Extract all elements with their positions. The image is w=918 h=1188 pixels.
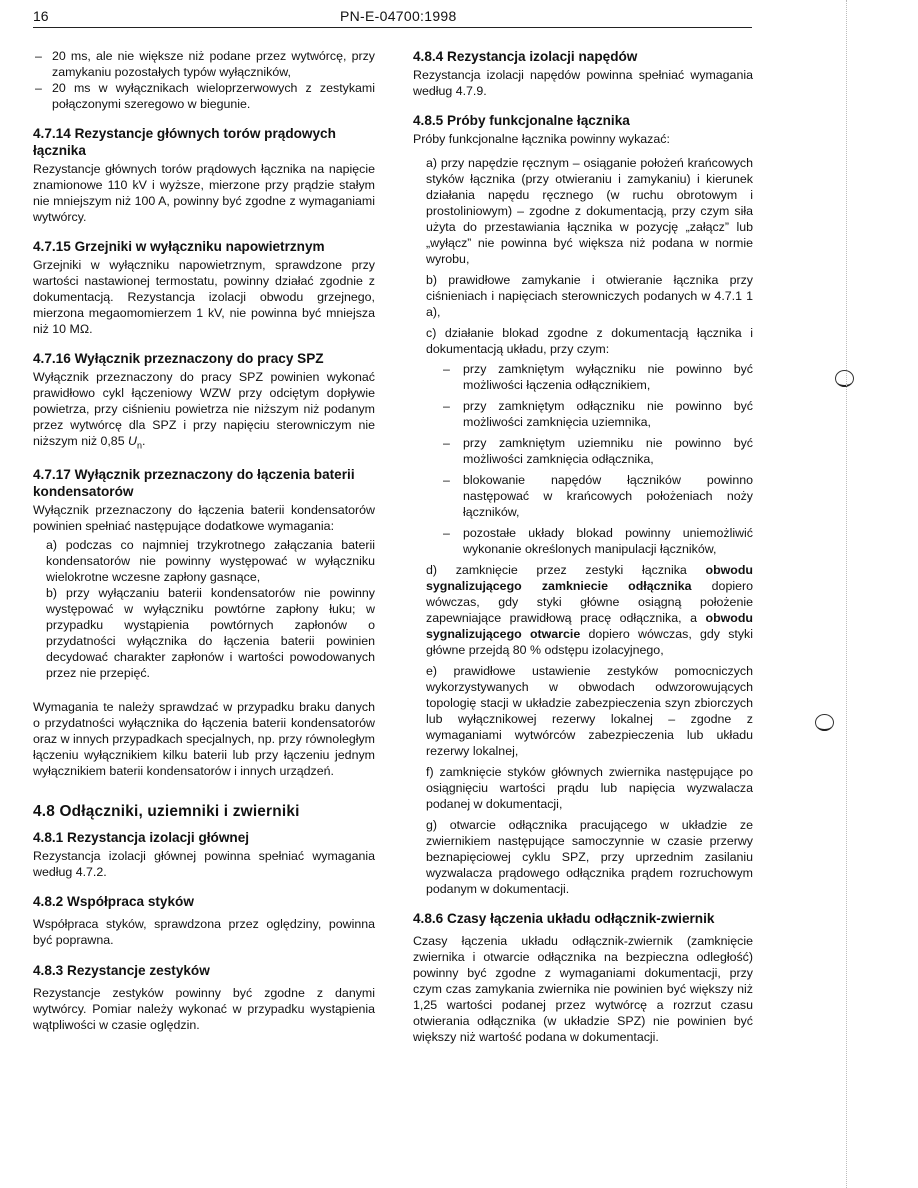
section-intro-4-7-17: Wyłącznik przeznaczony do łączenia baterii kondensatorów powinien spełniać następujące dodatkowe wymagania:	[33, 503, 375, 534]
header-rule	[33, 27, 752, 28]
item-b-4-7-17: b) przy wyłączaniu baterii kondensatorów nie powinny występować w wyłączniku powtórne zapłony łuku; w przypadku wystąpienia powtórnych zapłonów o przydatności wyłącznika do łączenia baterii powinien decydować charakter zapłonów i wartości powodowanych przez nie przepięć.	[46, 586, 375, 681]
item-g-4-8-5: g) otwarcie odłącznika pracującego w układzie ze zwiernikiem następujące samoczynnie w czasie przerwy beznapięciowej cyklu SPZ, przy uprzednim zasilaniu wyzwalacza prądowego odłącznika prądem rozruchowym podanym w dokumentacji.	[426, 818, 753, 896]
scan-edge	[846, 0, 847, 1188]
text-run-bold: obwodu sygnalizującego zamkniecie odłącznika	[426, 563, 753, 593]
standard-code: PN-E-04700:1998	[340, 8, 457, 24]
section-heading-4-8: 4.8 Odłączniki, uziemniki i zwierniki	[33, 803, 300, 821]
section-heading-4-8-4: 4.8.4 Rezystancja izolacji napędów	[413, 49, 638, 64]
list-item: – blokowanie napędów łączników powinno następować w krańcowych położeniach noży łączników,	[413, 472, 753, 520]
item-f-4-8-5: f) zamknięcie styków głównych zwiernika następujące po osiągnięciu wartości prądu lub napięcia wyzwalacza podanej w dokumentacji,	[426, 765, 753, 811]
list-item: – 20 ms, ale nie większe niż podane przez wytwórcę, przy zamykaniu pozostałych typów wyłączników,	[33, 48, 375, 80]
section-heading-4-8-1: 4.8.1 Rezystancja izolacji głównej	[33, 830, 250, 846]
item-c-4-8-5: c) działanie blokad zgodne z dokumentacją łącznika i dokumentacją układu, przy czym:	[426, 326, 753, 356]
section-text-4-8-1: Rezystancja izolacji głównej powinna spełniać wymagania według 4.7.2.	[33, 849, 375, 880]
text-run: dopiero wówczas, gdy styki główne osiągną położenie zapewniające prawidłową pracę odłącznika, a	[426, 579, 753, 625]
list-item: – przy zamkniętym wyłączniku nie powinno być możliwości łączenia odłącznikiem,	[413, 361, 753, 393]
list-item: – 20 ms w wyłącznikach wieloprzerwowych z zestykami połączonymi szeregowo w biegunie.	[33, 80, 375, 112]
item-b-4-8-5: b) prawidłowe zamykanie i otwieranie łącznika przy ciśnieniach i napięciach sterowniczych podanych w 4.7.1 1 a),	[426, 273, 753, 319]
section-text-4-8-2: Współpraca styków, sprawdzona przez oględziny, powinna być poprawna.	[33, 917, 375, 948]
section-text-4-8-4: Rezystancja izolacji napędów powinna spełniać wymagania według 4.7.9.	[413, 68, 753, 98]
section-text-4-8-3: Rezystancje zestyków powinny być zgodne z danymi wytwórcy. Pomiar należy wykonać w przypadku wystąpienia wątpliwości w czasie oględzin.	[33, 986, 375, 1033]
left-column	[33, 48, 375, 1033]
closing-text-4-7-17: Wymagania te należy sprawdzać w przypadku braku danych o przydatności wyłącznika do łączenia baterii kondensatorów oraz w innych przypadkach specjalnych, np. przy równoległym łączeniu wyłącznikiem kilku baterii lub przy łączeniu jednym wyłącznikiem baterii kondensatorów i innych urządzeń.	[33, 700, 375, 779]
section-heading-4-7-14: 4.7.14 Rezystancje głównych torów prądowych łącznika	[33, 126, 336, 158]
section-heading-4-7-16: 4.7.16 Wyłącznik przeznaczony do pracy SPZ	[33, 351, 324, 366]
blockade-list	[413, 361, 753, 557]
text-run-bold: obwodu sygnalizującego otwarcie	[426, 611, 753, 641]
item-a-4-8-5: a) przy napędzie ręcznym – osiąganie położeń krańcowych styków łącznika (przy otwieraniu i zamykaniu) i kierunek działania napędu ręcznego (w ruchu obrotowym i prostoliniowym) – zgodne z dokumentacją, przy czym siła użyta do przestawiania łącznika w pozycję „załącz” lub „wyłącz” nie powinna być większa niż podana w normie wyrobu,	[426, 156, 753, 266]
punch-hole-icon	[815, 714, 834, 731]
list-item: – przy zamkniętym odłączniku nie powinno być możliwości zamknięcia uziemnika,	[413, 398, 753, 430]
text-run: .	[142, 434, 146, 448]
section-text-4-7-16	[33, 369, 375, 453]
list-item: – przy zamkniętym uziemniku nie powinno być możliwości zamknięcia odłącznika,	[413, 435, 753, 467]
section-heading-4-7-15: 4.7.15 Grzejniki w wyłączniku napowietrznym	[33, 239, 325, 254]
text-run: Wyłącznik przeznaczony do pracy SPZ powinien wykonać prawidłowo cykl łączeniowy WZW przy odciętym dopływie powietrza, przy ciśnieniu powietrza nie niższym niż podanym przez wytwórcę dla SPZ i przy napięciu sterowniczym nie niższym niż 0,85	[33, 370, 375, 448]
item-d-4-8-5	[413, 562, 753, 658]
section-heading-4-8-6: 4.8.6 Czasy łączenia układu odłącznik-zwiernik	[413, 911, 715, 926]
text-run: d) zamknięcie przez zestyki łącznika	[426, 563, 687, 577]
un-symbol: U	[128, 434, 137, 448]
intro-list	[33, 48, 375, 112]
un-subscript: n	[137, 440, 143, 451]
section-heading-4-8-2: 4.8.2 Współpraca styków	[33, 894, 194, 910]
list-item: – pozostałe układy blokad powinny uniemożliwić wykonanie określonych manipulacji łączników,	[413, 525, 753, 557]
right-column	[413, 48, 753, 1045]
section-heading-4-7-17: 4.7.17 Wyłącznik przeznaczony do łączenia baterii kondensatorów	[33, 467, 355, 500]
item-a-4-7-17: a) podczas co najmniej trzykrotnego załączania baterii kondensatorów nie powinny występować w wyłączniku wielokrotne wczesne zapłony gasnące,	[46, 538, 375, 585]
section-text-4-7-14: Rezystancje głównych torów prądowych łącznika na napięcie znamionowe 110 kV i wyższe, mierzone przy prądzie stałym nie mniejszym niż 100 A, powinny być zgodne z wymaganiami wytwórcy.	[33, 162, 375, 224]
page-number: 16	[33, 8, 49, 24]
section-heading-4-8-5: 4.8.5 Próby funkcjonalne łącznika	[413, 113, 630, 128]
text-run: dopiero wówczas, gdy styki główne przejdą 80 % odstępu izolacyjnego,	[426, 627, 753, 657]
section-intro-4-8-5: Próby funkcjonalne łącznika powinny wykazać:	[413, 132, 670, 146]
section-heading-4-8-3: 4.8.3 Rezystancje zestyków	[33, 963, 210, 979]
section-text-4-7-15: Grzejniki w wyłączniku napowietrznym, sprawdzone przy wartości nastawionej termostatu, powinny działać zgodnie z dokumentacją. Rezystancja izolacji obwodu grzejnego, mierzona megaomomierzem 1 kV, nie powinna być mniejsza niż 10 MΩ.	[33, 258, 375, 336]
punch-hole-icon	[835, 370, 854, 387]
item-e-4-8-5: e) prawidłowe ustawienie zestyków pomocniczych wykorzystywanych w obwodach odwzorowujących topologię stacji w układzie zabezpieczenia szyn zbiorczych lub wyłącznikowej rezerwy lokalnej – zgodne z wymaganiami wytwórców zabezpieczenia lub układu rezerwy lokalnej,	[426, 664, 753, 758]
section-text-4-8-6: Czasy łączenia układu odłącznik-zwiernik (zamknięcie zwiernika i otwarcie odłącznika na bezpieczna odległość) powinny być zgodne z wymaganiami dokumentacji, przy czym czas zamykania zwiernika nie powinien być większy niż 1,25 wartości podanej przez wytwórcę a rozrzut czasu otwierania odłącznika (w układzie SPZ) nie powinien być większy niż wartość podana w dokumentacji.	[413, 934, 753, 1044]
